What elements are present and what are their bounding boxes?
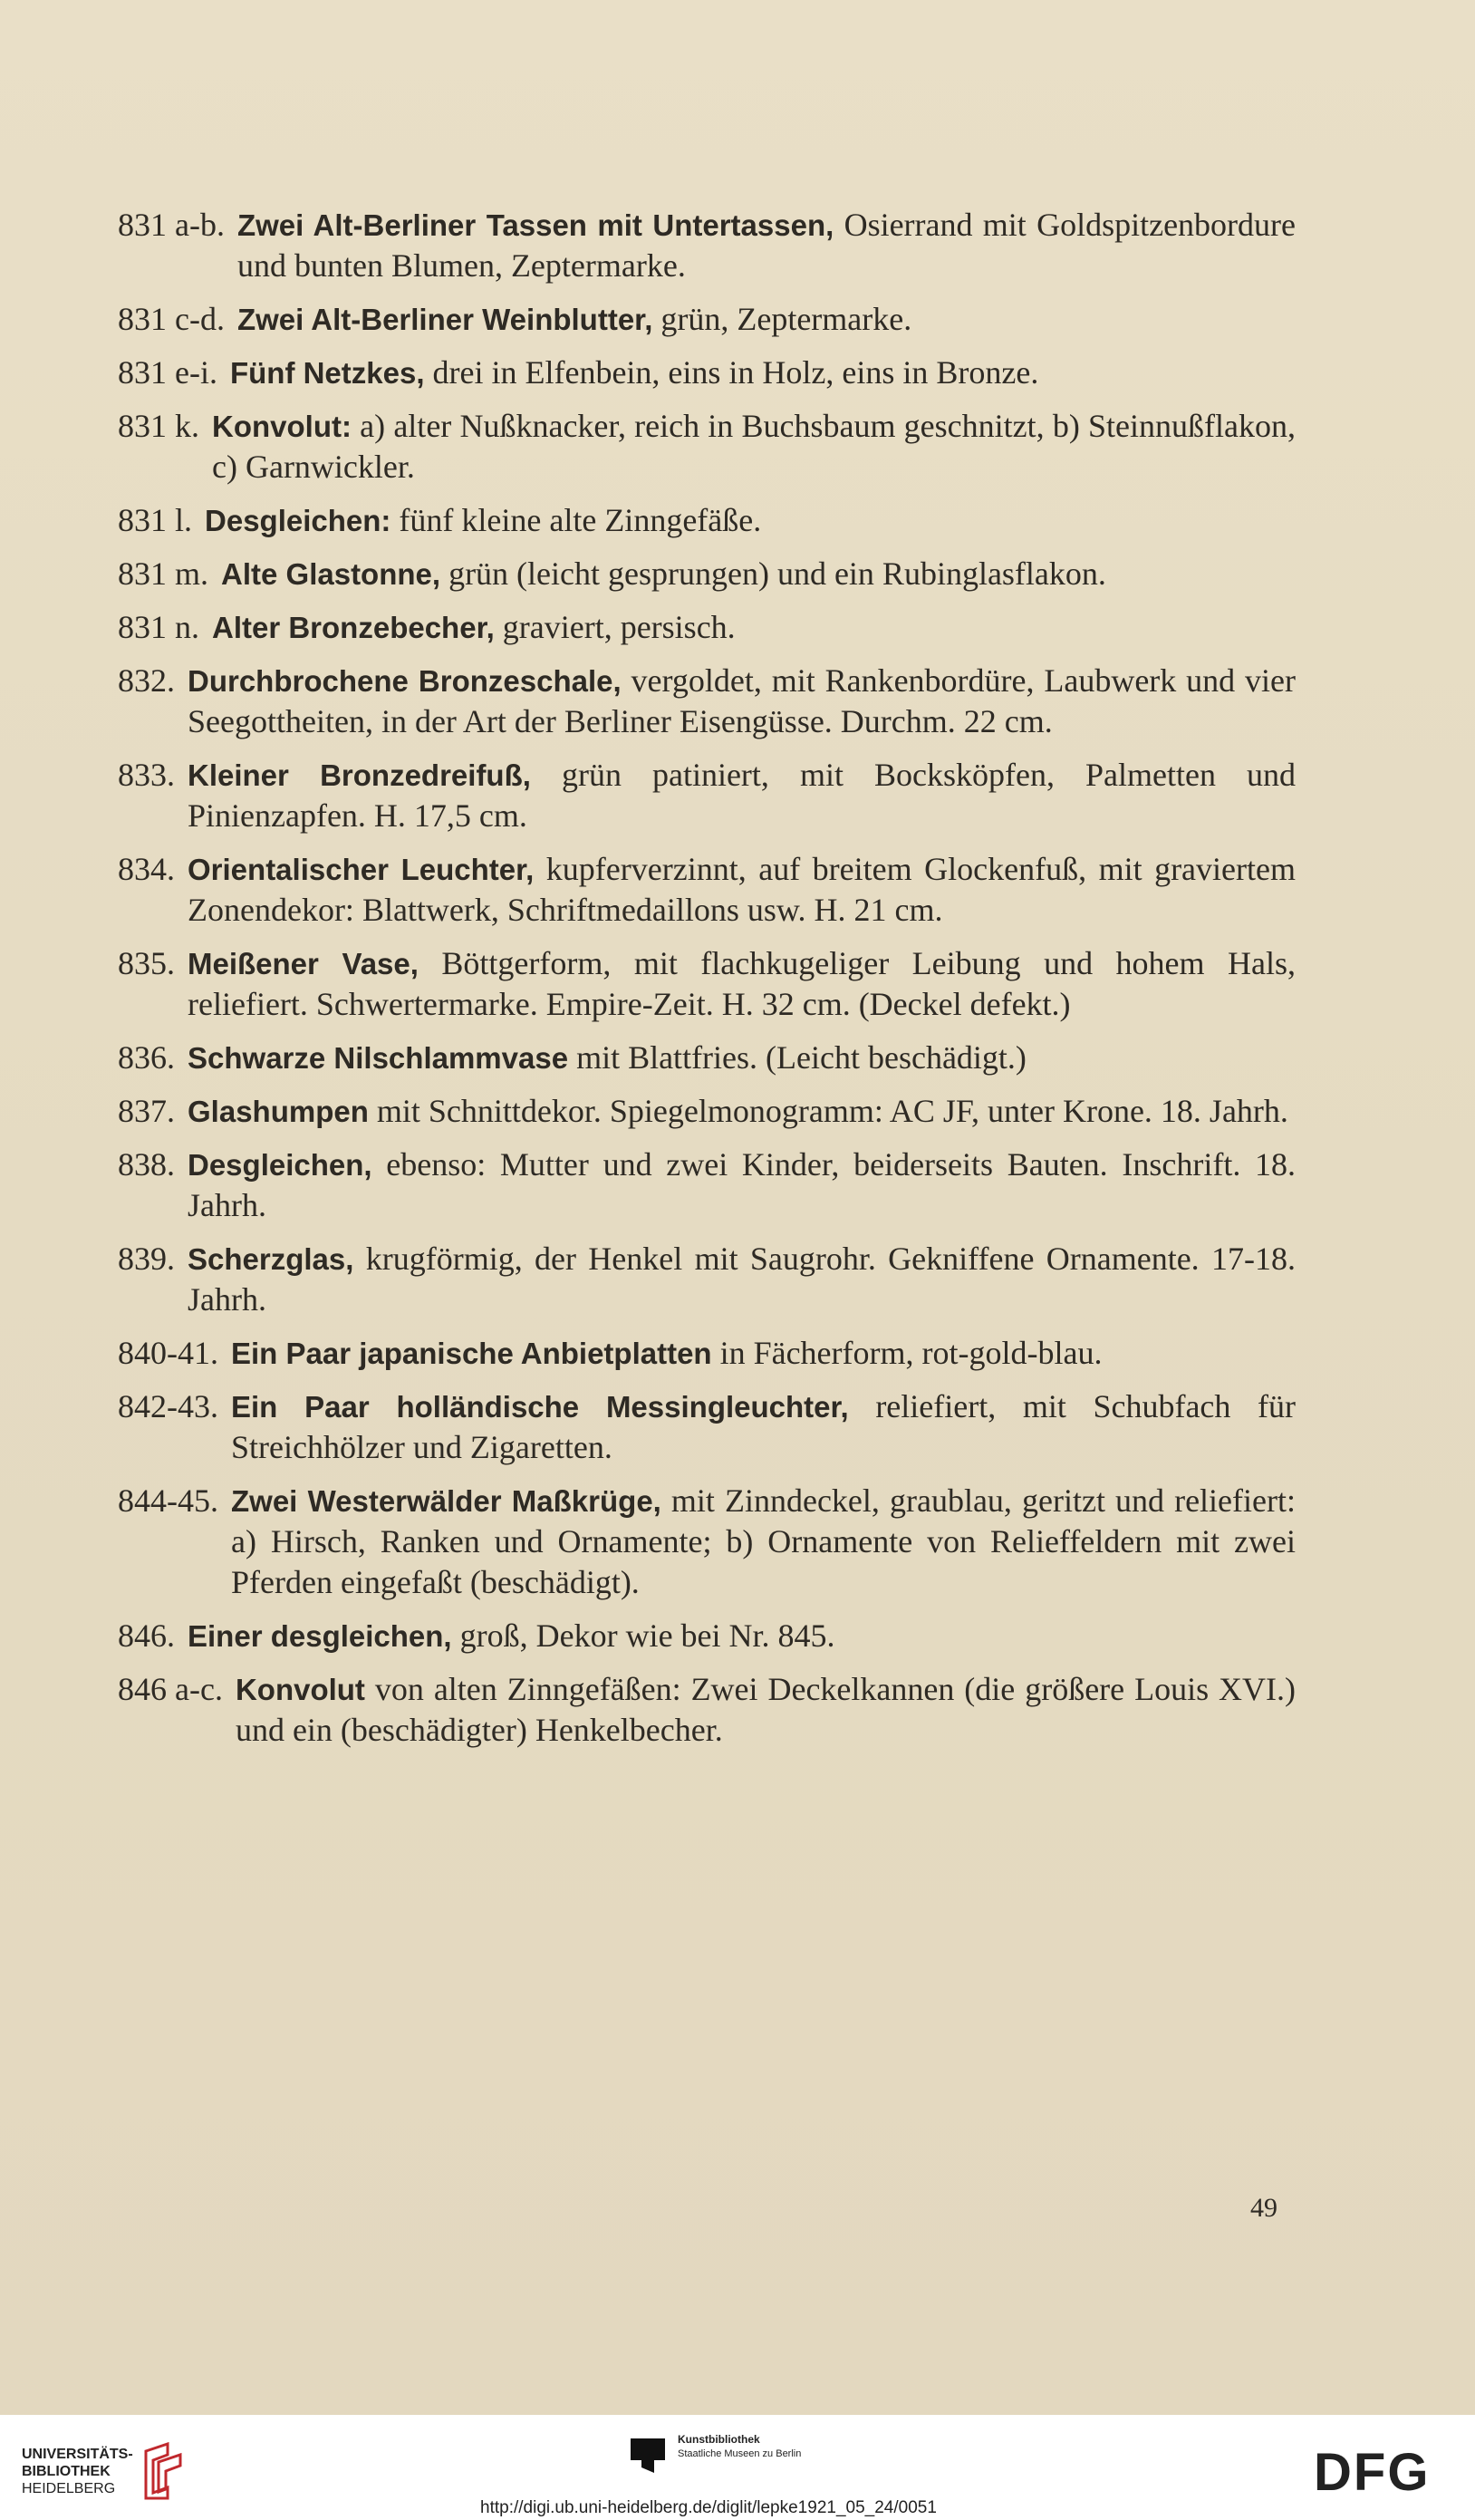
entry-description: mit Schnittdekor. Spiegelmonogramm: AC JF, unter Krone. 18. Jahrh.: [368, 1093, 1288, 1129]
entry-title: Fünf Netzkes,: [229, 356, 425, 390]
entry-text: [212, 607, 1296, 648]
catalog-entry: [118, 352, 1296, 393]
catalog-entry: [118, 607, 1296, 648]
entry-title: Desgleichen:: [205, 504, 391, 537]
catalog-entry: [118, 1239, 1296, 1320]
entry-description: drei in Elfenbein, eins in Holz, eins in Bronze.: [424, 354, 1039, 391]
entry-title: Orientalischer Leuchter,: [188, 853, 535, 886]
entry-text: [231, 1481, 1296, 1603]
entry-title: Alter Bronzebecher,: [212, 611, 495, 644]
entry-number: 831 m.: [118, 555, 209, 592]
entry-description: fünf kleine alte Zinngefäße.: [390, 502, 762, 538]
entry-number: 833.: [118, 757, 175, 793]
catalog-entry: [118, 661, 1296, 742]
entry-text: [231, 1386, 1296, 1468]
entry-title: Konvolut: [235, 1673, 365, 1706]
entry-number: 846.: [118, 1617, 175, 1654]
entry-title: Kleiner Bronzedreifuß,: [188, 758, 531, 792]
entry-text: [188, 943, 1296, 1025]
catalog-entry: [118, 299, 1296, 340]
footer-bar: [0, 2415, 1475, 2520]
source-url[interactable]: http://digi.ub.uni-heidelberg.de/diglit/lepke1921_05_24/0051: [480, 2498, 937, 2517]
entry-description: ebenso: Mutter und zwei Kinder, beiderseits Bauten. Inschrift. 18. Jahrh.: [188, 1146, 1296, 1223]
catalog-entry: [118, 205, 1296, 286]
uni-line-2: BIBLIOTHEK: [22, 2463, 111, 2479]
entry-title: Ein Paar holländische Messingleuchter,: [231, 1390, 849, 1424]
entry-description: reliefiert, mit Schubfach für Streichhölzer und Zigaretten.: [231, 1388, 1296, 1465]
entry-description: kupferverzinnt, auf breitem Glockenfuß, mit graviertem Zonendekor: Blattwerk, Schriftmedaillons usw. H. 21 cm.: [188, 851, 1296, 928]
entry-title: Einer desgleichen,: [188, 1619, 452, 1653]
entry-text: [205, 500, 1296, 541]
catalog-entry: [118, 554, 1296, 594]
entry-number: 831 e-i.: [118, 354, 217, 391]
uni-line-1: UNIVERSITÄTS-: [22, 2446, 133, 2462]
entry-title: Zwei Alt-Berliner Tassen mit Untertassen,: [236, 208, 834, 242]
entry-number: 834.: [118, 851, 175, 887]
entry-number: 831 c-d.: [118, 301, 225, 337]
entry-title: Scherzglas,: [188, 1242, 354, 1276]
entry-text: [221, 554, 1296, 594]
entry-description: mit Blattfries. (Leicht beschädigt.): [568, 1039, 1027, 1076]
entry-text: [188, 755, 1296, 836]
entry-title: Konvolut:: [212, 410, 352, 443]
page-number: 49: [1250, 2193, 1277, 2223]
catalog-entry: [118, 943, 1296, 1025]
entry-title: Ein Paar japanische Anbietplatten: [231, 1337, 712, 1370]
entry-number: 831 n.: [118, 609, 199, 645]
entry-text: [237, 205, 1296, 286]
entry-description: von alten Zinngefäßen: Zwei Deckelkannen (die größere Louis XVI.) und ein (beschädigter) Henkelbecher.: [235, 1671, 1296, 1748]
catalog-entry: [118, 1091, 1296, 1132]
entry-number: 831 k.: [118, 408, 199, 444]
entry-text: [212, 406, 1296, 488]
entry-text: [236, 1669, 1296, 1751]
entry-text: [188, 1239, 1296, 1320]
entry-description: groß, Dekor wie bei Nr. 845.: [451, 1617, 835, 1654]
entry-number: 838.: [118, 1146, 175, 1183]
catalog-entries: [118, 205, 1296, 1763]
entry-number: 831 l.: [118, 502, 193, 538]
university-library-name: [22, 2446, 133, 2497]
entry-title: Schwarze Nilschlammvase: [188, 1041, 569, 1075]
entry-text: [231, 1333, 1296, 1374]
entry-description: Böttgerform, mit flachkugeliger Leibung und hohem Hals, reliefiert. Schwertermarke. Empire-Zeit. H. 32 cm. (Deckel defekt.): [188, 945, 1296, 1022]
entry-text: [188, 849, 1296, 931]
catalog-entry: [118, 1144, 1296, 1226]
catalog-entry: [118, 1669, 1296, 1751]
entry-description: a) alter Nußknacker, reich in Buchsbaum geschnitzt, b) Steinnußflakon, c) Garnwickler.: [212, 408, 1296, 485]
entry-number: 842-43.: [118, 1388, 218, 1424]
entry-description: grün (leicht gesprungen) und ein Rubinglasflakon.: [440, 555, 1106, 592]
entry-number: 844-45.: [118, 1482, 218, 1519]
dfg-logo[interactable]: DFG: [1314, 2443, 1431, 2502]
entry-text: [188, 1038, 1296, 1078]
entry-description: grün patiniert, mit Bocksköpfen, Palmetten und Pinienzapfen. H. 17,5 cm.: [188, 757, 1296, 834]
entry-title: Meißener Vase,: [188, 947, 419, 980]
entry-description: Osierrand mit Goldspitzenbordure und bunten Blumen, Zeptermarke.: [236, 207, 1297, 284]
catalog-entry: [118, 1386, 1296, 1468]
catalog-entry: [118, 849, 1296, 931]
entry-text: [230, 352, 1296, 393]
entry-description: krugförmig, der Henkel mit Saugrohr. Gekniffene Ornamente. 17-18. Jahrh.: [188, 1241, 1296, 1318]
uni-line-3: HEIDELBERG: [22, 2480, 116, 2496]
entry-title: Desgleichen,: [188, 1148, 372, 1182]
entry-number: 831 a-b.: [118, 207, 225, 243]
entry-title: Alte Glastonne,: [221, 557, 441, 591]
entry-text: [188, 1144, 1296, 1226]
entry-title: Glashumpen: [188, 1095, 369, 1128]
entry-description: in Fächerform, rot-gold-blau.: [711, 1335, 1103, 1371]
university-library-logo[interactable]: [22, 2442, 186, 2500]
entry-title: Zwei Alt-Berliner Weinblutter,: [236, 303, 653, 336]
entry-number: 835.: [118, 945, 175, 981]
kb-line-2: Staatliche Museen zu Berlin: [678, 2448, 802, 2459]
entry-title: Durchbrochene Bronzeschale,: [188, 664, 622, 698]
kunstbibliothek-name: [678, 2433, 801, 2461]
entry-description: graviert, persisch.: [494, 609, 736, 645]
entry-text: [188, 1616, 1296, 1656]
entry-title: Zwei Westerwälder Maßkrüge,: [231, 1484, 661, 1518]
kb-line-1: Kunstbibliothek: [678, 2433, 760, 2446]
catalog-entry: [118, 500, 1296, 541]
catalog-entry: [118, 755, 1296, 836]
entry-description: mit Zinndeckel, graublau, geritzt und reliefiert: a) Hirsch, Ranken und Ornamente; b) Ornamente von Relieffeldern mit zwei Pferden eingefaßt (beschädigt).: [231, 1482, 1296, 1600]
university-emblem-icon: [140, 2442, 186, 2500]
entry-description: vergoldet, mit Rankenbordüre, Laubwerk und vier Seegottheiten, in der Art der Berliner Eisengüsse. Durchm. 22 cm.: [188, 662, 1296, 739]
kunstbibliothek-logo[interactable]: [629, 2433, 801, 2475]
kunstbibliothek-emblem-icon: [629, 2433, 670, 2475]
entry-description: grün, Zeptermarke.: [652, 301, 912, 337]
entry-text: [188, 661, 1296, 742]
catalog-entry: [118, 406, 1296, 488]
entry-number: 832.: [118, 662, 175, 699]
entry-text: [237, 299, 1296, 340]
entry-number: 837.: [118, 1093, 175, 1129]
entry-number: 846 a-c.: [118, 1671, 223, 1707]
entry-number: 839.: [118, 1241, 175, 1277]
entry-text: [188, 1091, 1296, 1132]
catalog-entry: [118, 1333, 1296, 1374]
catalog-entry: [118, 1481, 1296, 1603]
catalog-entry: [118, 1616, 1296, 1656]
entry-number: 836.: [118, 1039, 175, 1076]
entry-number: 840-41.: [118, 1335, 218, 1371]
catalog-entry: [118, 1038, 1296, 1078]
